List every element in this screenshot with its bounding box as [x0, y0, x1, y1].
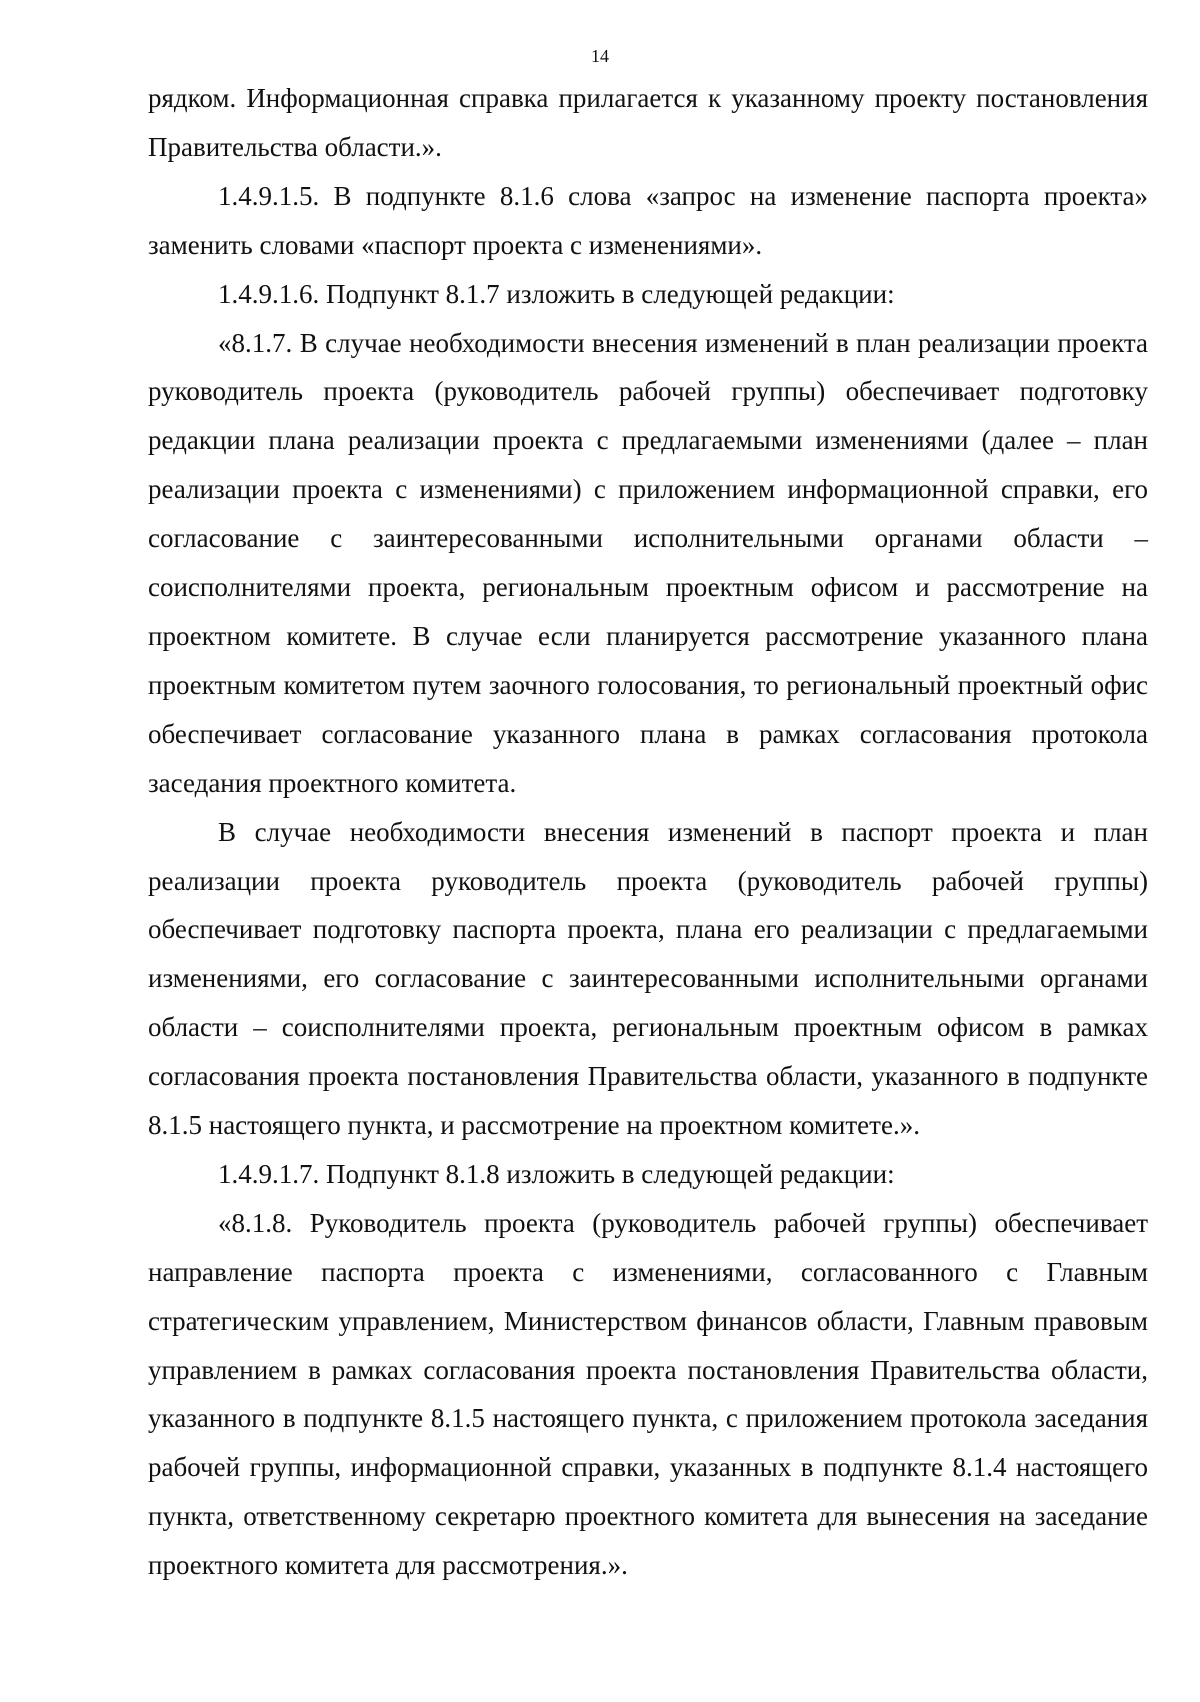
- paragraph-1-4-9-1-7: 1.4.9.1.7. Подпункт 8.1.8 изложить в следующей редакции:: [218, 1158, 895, 1189]
- paragraph-1-4-9-1-5: 1.4.9.1.5. В подпункте 8.1.6 слова «запрос на изменение паспорта проекта» заменить словами «паспорт проекта с изменениями».: [148, 180, 1148, 260]
- paragraph-continuation: рядком. Информационная справка прилагается к указанному проекту постановления Правительства области.».: [148, 83, 1148, 162]
- paragraph-8-1-7: «8.1.7. В случае необходимости внесения изменений в план реализации проекта руководитель проекта (руководитель рабочей группы) обеспечивает подготовку редакции плана реализации проекта с предлагаемыми изменениями (далее – план реализации проекта с изменениями) с приложением информационной справки, его согласование с заинтересованными исполнительными органами области – соисполнителями проекта, региональным проектным офисом и рассмотрение на проектном комитете. В случае если планируется рассмотрение указанного плана проектным комитетом путем заочного голосования, то региональный проектный офис обеспечивает согласование указанного плана в рамках согласования протокола заседания проектного комитета.: [148, 327, 1148, 798]
- paragraph-1-4-9-1-6: 1.4.9.1.6. Подпункт 8.1.7 изложить в следующей редакции:: [218, 278, 895, 309]
- paragraph-8-1-8: «8.1.8. Руководитель проекта (руководитель рабочей группы) обеспечивает направление паспорта проекта с изменениями, согласованного с Главным стратегическим управлением, Министерством финансов области, Главным правовым управлением в рамках согласования проекта постановления Правительства области, указанного в подпункте 8.1.5 настоящего пункта, с приложением протокола заседания рабочей группы, информационной справки, указанных в подпункте 8.1.4 настоящего пункта, ответственному секретарю проектного комитета для вынесения на заседание проектного комитета для рассмотрения.».: [148, 1207, 1148, 1581]
- page-number: 14: [591, 46, 609, 66]
- document-body: [148, 74, 1148, 1590]
- paragraph-8-1-7-second: В случае необходимости внесения изменений в паспорт проекта и план реализации проекта руководитель проекта (руководитель рабочей группы) обеспечивает подготовку паспорта проекта, плана его реализации с предлагаемыми изменениями, его согласование с заинтересованными исполнительными органами области – соисполнителями проекта, региональным проектным офисом в рамках согласования проекта постановления Правительства области, указанного в подпункте 8.1.5 настоящего пункта, и рассмотрение на проектном комитете.».: [148, 816, 1148, 1141]
